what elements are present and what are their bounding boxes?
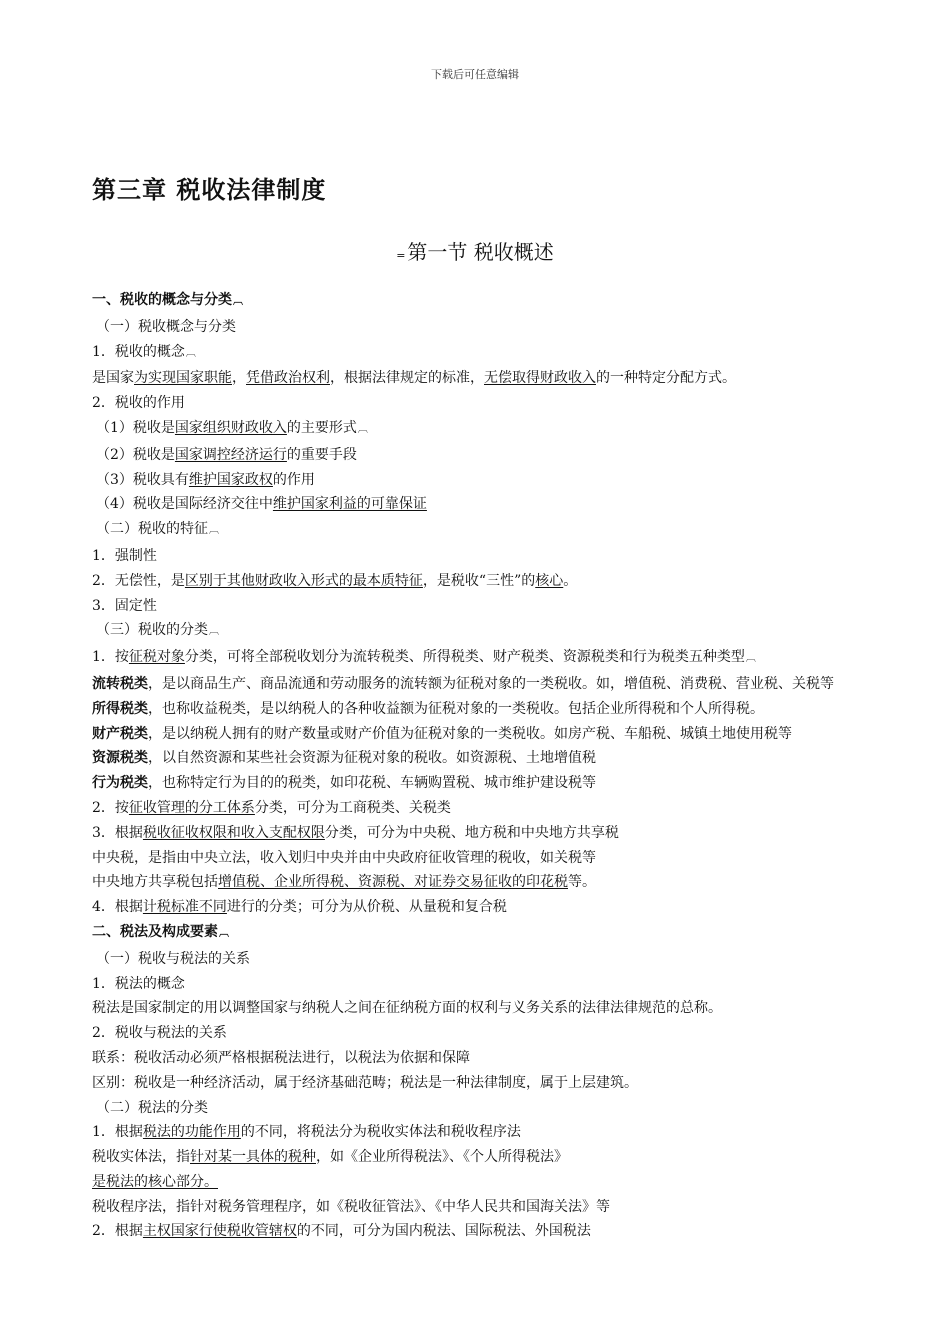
- text-segment: 2．无偿性，是: [92, 572, 185, 589]
- underlined-text: 维护国家利益的可靠保证: [272, 496, 427, 513]
- underlined-text: 凭借政治权利: [246, 370, 330, 387]
- text-line: [60, 594, 890, 619]
- text-line: [60, 443, 890, 468]
- text-segment: 2．税收与税法的关系: [92, 1025, 227, 1042]
- text-line: [60, 366, 890, 391]
- text-segment: 的重要手段: [286, 446, 357, 463]
- text-segment: 2．根据: [92, 1223, 143, 1240]
- text-line: [60, 697, 890, 722]
- text-segment: 一、税收的概念与分类: [92, 292, 232, 308]
- text-line: [60, 517, 890, 544]
- text-segment: ，也称特定行为目的的税类，如印花税、车辆购置税、城市维护建设税等: [148, 775, 596, 792]
- underlined-text: 增值税、企业所得税、资源税、对证券交易征收的印花税: [218, 874, 568, 891]
- text-line: [60, 1046, 890, 1071]
- text-segment: 的作用: [272, 471, 315, 488]
- text-line: [60, 1096, 890, 1121]
- text-line: [60, 1021, 890, 1046]
- text-segment: 4．根据: [92, 899, 143, 916]
- text-line: [60, 722, 890, 747]
- underlined-text: 主权国家行使税收管辖权: [142, 1223, 297, 1240]
- text-segment: （一）税收与税法的关系: [96, 950, 250, 967]
- paragraph-mark-icon: ︹: [219, 927, 228, 939]
- underlined-text: 为实现国家职能: [134, 370, 232, 387]
- text-segment: ，: [232, 370, 246, 387]
- text-segment: 1．税法的概念: [92, 975, 185, 992]
- paragraph-mark-icon: ︹: [209, 626, 218, 638]
- paragraph-mark-icon: ︹: [745, 653, 755, 665]
- text-line: [60, 391, 890, 416]
- text-segment: ，如《企业所得税法》、《个人所得税法》: [316, 1149, 568, 1166]
- text-line: [60, 288, 890, 315]
- text-segment: （4）税收是国际经济交往中: [96, 496, 273, 513]
- text-line: [60, 1120, 890, 1145]
- text-segment: 。: [563, 572, 578, 589]
- text-line: [60, 544, 890, 569]
- text-segment: 流转税类: [92, 675, 148, 692]
- text-segment: 1．强制性: [92, 547, 157, 564]
- paragraph-mark-icon: ︹: [209, 525, 218, 537]
- text-line: [60, 1219, 890, 1244]
- text-line: [60, 920, 890, 947]
- text-segment: 的一种特定分配方式。: [596, 370, 736, 387]
- text-segment: ，是以纳税人拥有的财产数量或财产价值为征税对象的一类税收。如房产税、车船税、城镇土地使用税等: [148, 725, 792, 742]
- text-segment: 分类，可将全部税收划分为流转税类、所得税类、财产税类、资源税类和行为税类五种类型: [184, 649, 745, 666]
- text-line: [60, 1071, 890, 1096]
- paragraph-mark-icon: ︹: [233, 296, 242, 307]
- text-segment: （二）税收的特征: [96, 521, 208, 538]
- text-line: [60, 1145, 890, 1170]
- text-segment: 分类，可分为工商税类、关税类: [254, 799, 451, 816]
- document-body: [60, 288, 890, 1244]
- text-line: [60, 996, 890, 1021]
- text-line: [60, 947, 890, 972]
- text-segment: 的不同，将税法分为税收实体法和税收程序法: [240, 1124, 521, 1141]
- text-segment: 进行的分类；可分为从价税、从量税和复合税: [226, 899, 507, 916]
- section-marker: =: [396, 249, 406, 262]
- text-line: [60, 340, 890, 367]
- text-segment: （一）税收概念与分类: [96, 318, 236, 335]
- text-segment: 1．根据: [92, 1124, 143, 1141]
- underlined-text: 税法的功能作用: [142, 1124, 241, 1141]
- text-segment: 所得税类: [92, 700, 148, 717]
- text-segment: 中央税，是指由中央立法，收入划归中央并由中央政府征收管理的税收，如关税等: [92, 849, 596, 866]
- text-segment: 3．固定性: [92, 597, 157, 614]
- text-segment: （3）税收具有: [96, 471, 189, 488]
- text-line: [60, 796, 890, 821]
- text-segment: （三）税收的分类: [96, 622, 208, 639]
- text-segment: ，是以商品生产、商品流通和劳动服务的流转额为征税对象的一类税收。如，增值税、消费税、营业税、关税等: [148, 675, 834, 692]
- text-line: [60, 870, 890, 895]
- text-segment: 1．税收的概念: [92, 343, 185, 360]
- underlined-text: 核心: [535, 572, 564, 589]
- text-segment: 中央地方共享税包括: [92, 874, 218, 891]
- text-line: [60, 895, 890, 920]
- text-line: [60, 1195, 890, 1220]
- text-segment: 二、税法及构成要素: [92, 923, 218, 940]
- text-line: [60, 468, 890, 493]
- text-segment: 等。: [568, 874, 596, 891]
- text-segment: 行为税类: [92, 775, 148, 792]
- text-segment: 的主要形式: [286, 419, 357, 436]
- text-segment: ，根据法律规定的标准，: [330, 370, 484, 387]
- text-line: [60, 821, 890, 846]
- underlined-text: 维护国家政权: [188, 471, 273, 488]
- text-line: [60, 416, 890, 443]
- text-line: [60, 569, 890, 594]
- underlined-text: 国家组织财政收入: [174, 419, 287, 436]
- section-title-text: 第一节 税收概述: [407, 240, 554, 264]
- text-segment: 的不同，可分为国内税法、国际税法、外国税法: [296, 1223, 591, 1240]
- underlined-text: 计税标准不同: [142, 899, 227, 916]
- text-line: [60, 672, 890, 697]
- text-segment: 是国家: [92, 370, 134, 387]
- text-segment: 税法是国家制定的用以调整国家与纳税人之间在征纳税方面的权利与义务关系的法律法律规范的总称。: [92, 1000, 722, 1017]
- text-line: [60, 972, 890, 997]
- underlined-text: 是税法的核心部分。: [92, 1173, 218, 1190]
- underlined-text: 征税对象: [128, 649, 185, 666]
- text-segment: 税收实体法，指: [92, 1149, 190, 1166]
- underlined-text: 国家调控经济运行: [174, 446, 287, 463]
- text-segment: 联系：税收活动必须严格根据税法进行，以税法为依据和保障: [92, 1049, 470, 1066]
- text-line: [60, 618, 890, 645]
- chapter-title: 第三章 税收法律制度: [92, 176, 327, 204]
- text-line: [60, 1170, 890, 1195]
- page-header: 下载后可任意编辑: [431, 68, 519, 81]
- text-line: [60, 315, 890, 340]
- underlined-text: 针对某一具体的税种: [190, 1149, 316, 1166]
- text-segment: 2．按: [92, 799, 129, 816]
- underlined-text: 征收管理的分工体系: [128, 799, 255, 816]
- text-line: [60, 645, 890, 672]
- text-segment: 财产税类: [92, 725, 148, 742]
- underlined-text: 税收征收权限和收入支配权限: [142, 824, 325, 841]
- section-title: [0, 236, 950, 265]
- text-segment: 资源税类: [92, 750, 148, 767]
- underlined-text: 无偿取得财政收入: [484, 370, 596, 387]
- underlined-text: 区别于其他财政收入形式的最本质特征: [184, 572, 423, 589]
- text-line: [60, 746, 890, 771]
- text-segment: 税收程序法，指针对税务管理程序，如《税收征管法》、《中华人民共和国海关法》等: [92, 1198, 610, 1215]
- text-segment: （1）税收是: [96, 419, 175, 436]
- paragraph-mark-icon: ︹: [357, 423, 367, 435]
- text-segment: 3．根据: [92, 824, 143, 841]
- text-segment: ，以自然资源和某些社会资源为征税对象的税收。如资源税、土地增值税: [148, 750, 596, 767]
- text-line: [60, 771, 890, 796]
- text-segment: 1．按: [92, 649, 129, 666]
- paragraph-mark-icon: ︹: [185, 347, 195, 359]
- text-segment: （二）税法的分类: [96, 1099, 208, 1116]
- text-segment: 2．税收的作用: [92, 395, 185, 412]
- text-segment: （2）税收是: [96, 446, 175, 463]
- text-segment: ，是税收“三性”的: [422, 572, 536, 589]
- text-line: [60, 846, 890, 871]
- text-segment: 区别：税收是一种经济活动，属于经济基础范畴；税法是一种法律制度，属于上层建筑。: [92, 1074, 638, 1091]
- text-line: [60, 492, 890, 517]
- text-segment: ，也称收益税类，是以纳税人的各种收益额为征税对象的一类税收。包括企业所得税和个人所得税。: [148, 700, 764, 717]
- text-segment: 分类，可分为中央税、地方税和中央地方共享税: [324, 824, 619, 841]
